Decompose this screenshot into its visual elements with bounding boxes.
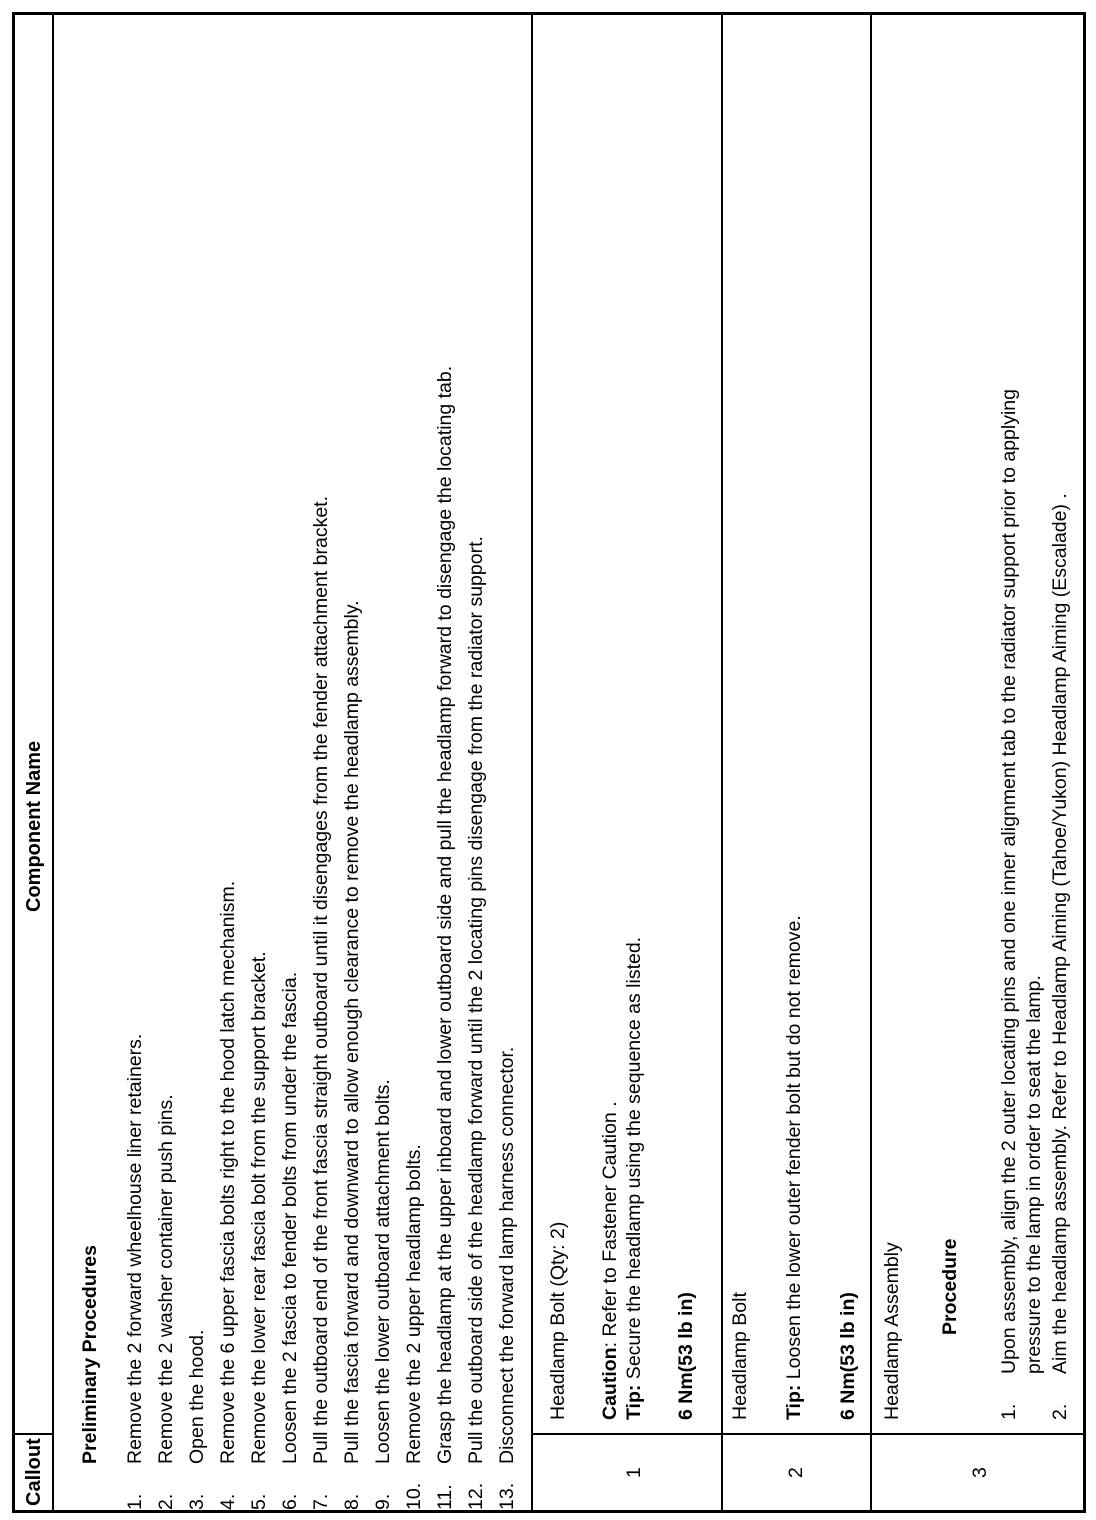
list-item: 13.Disconnect the forward lamp harness connector. [496, 1046, 518, 1510]
preliminary-title: Preliminary Procedures [79, 1245, 101, 1464]
row-divider [870, 15, 872, 1510]
preliminary-bottom-border [531, 15, 533, 1510]
component-name: Headlamp Bolt [729, 1292, 751, 1420]
list-item-continuation: pressure to the lamp in order to seat the lamp. [1023, 975, 1045, 1374]
list-item: 5.Remove the lower rear fascia bolt from the support bracket. [248, 951, 270, 1510]
callout-number: 3 [969, 1467, 991, 1478]
tip-note: Tip: Loosen the lower outer fender bolt but do not remove. [783, 915, 805, 1420]
header-callout: Callout [23, 1438, 45, 1506]
callout-number: 2 [785, 1467, 807, 1478]
list-item: 2.Remove the 2 washer container push pins. [155, 1094, 177, 1510]
header-component-name: Component Name [23, 740, 45, 912]
list-item: 6.Loosen the 2 fascia to fender bolts from under the fascia. [279, 971, 301, 1510]
list-item: 11.Grasp the headlamp at the upper inboard and lower outboard side and pull the headlamp forward to disengage the locating tab. [434, 365, 456, 1510]
list-item: 8.Pull the fascia forward and downward to allow enough clearance to remove the headlamp assembly. [341, 600, 363, 1510]
tip-note: Tip: Secure the headlamp using the sequence as listed. [623, 936, 645, 1420]
list-item: 12.Pull the outboard side of the headlamp forward until the 2 locating pins disengage from the radiator support. [465, 536, 487, 1510]
list-item: 3.Open the hood. [186, 1329, 208, 1510]
list-item: 10.Remove the 2 upper headlamp bolts. [403, 1144, 425, 1510]
list-item: 1.Upon assembly, align the 2 outer locating pins and one inner alignment tab to the radiator support prior to applying [998, 389, 1020, 1420]
component-name: Headlamp Assembly [881, 1242, 903, 1420]
header-column-divider [15, 1433, 54, 1435]
component-name: Headlamp Bolt (Qty: 2) [547, 1221, 569, 1420]
list-item: 9.Loosen the lower outboard attachment bolts. [372, 1079, 394, 1510]
torque-spec: 6 Nm(53 lb in) [675, 1292, 697, 1420]
procedure-title: Procedure [939, 1238, 961, 1335]
callout-number: 1 [623, 1467, 645, 1478]
component-table [12, 12, 1086, 1513]
torque-spec: 6 Nm(53 lb in) [837, 1292, 859, 1420]
caution-note: Caution: Refer to Fastener Caution . [599, 1101, 621, 1420]
list-item: 1.Remove the 2 forward wheelhouse liner retainers. [124, 1033, 146, 1510]
table-header-row [15, 15, 54, 1510]
row-divider [721, 15, 723, 1510]
list-item: 4.Remove the 6 upper fascia bolts right to the hood latch mechanism. [217, 880, 239, 1510]
list-item: 7.Pull the outboard end of the front fascia straight outboard until it disengages from the fender attachment bracket. [310, 495, 332, 1510]
list-item: 2.Aim the headlamp assembly. Refer to Headlamp Aiming (Tahoe/Yukon) Headlamp Aiming (Escalade) . [1049, 493, 1071, 1420]
